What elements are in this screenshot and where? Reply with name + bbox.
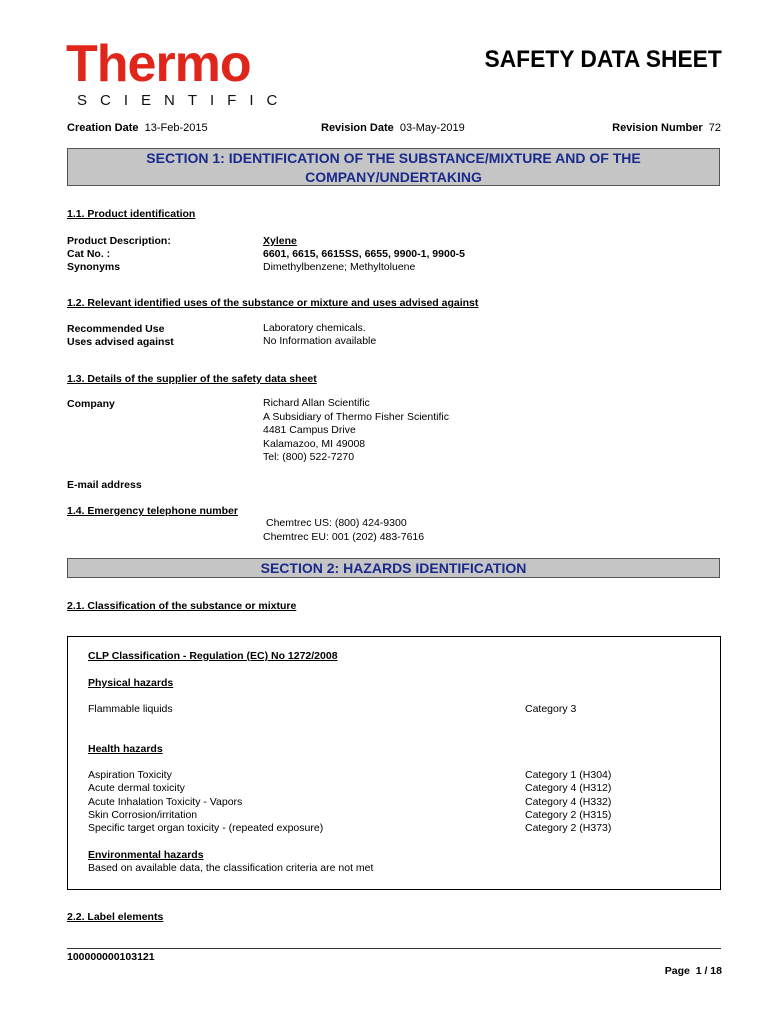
- email-label: E-mail address: [67, 479, 142, 491]
- hazard-name: Aspiration Toxicity: [88, 769, 172, 781]
- company-line: A Subsidiary of Thermo Fisher Scientific: [263, 410, 449, 423]
- hazard-category: Category 2 (H373): [525, 822, 612, 834]
- company-line: 4481 Campus Drive: [263, 424, 356, 436]
- synonyms-label: Synonyms: [67, 261, 121, 273]
- page-number: Page 1 / 18: [664, 965, 722, 977]
- s13-heading: 1.3. Details of the supplier of the safety data sheet: [67, 373, 317, 385]
- hazard-row: [88, 796, 628, 808]
- company-line: Kalamazoo, MI 49008: [263, 437, 366, 450]
- recommended-use-label: Recommended Use: [67, 323, 165, 335]
- hazard-category: Category 1 (H304): [525, 769, 612, 781]
- hazard-row: [88, 822, 628, 834]
- recommended-use-value: Laboratory chemicals.: [263, 322, 366, 334]
- clp-heading: CLP Classification - Regulation (EC) No 1272/2008: [88, 650, 338, 662]
- hazard-row: [88, 809, 628, 821]
- hazard-name: Skin Corrosion/irritation: [88, 809, 198, 821]
- uses-advised-label: Uses advised against: [67, 336, 174, 348]
- synonyms-value: Dimethylbenzene; Methyltoluene: [263, 261, 416, 273]
- s11-heading: 1.1. Product identification: [67, 208, 196, 220]
- company-line: Tel: (800) 522-7270: [263, 451, 355, 463]
- product-description-label: Product Description:: [67, 235, 171, 247]
- company-address: [263, 397, 449, 465]
- footer-doc-id: 100000000103121: [67, 951, 155, 963]
- health-hazards-heading: Health hazards: [88, 743, 163, 755]
- cat-no-label: Cat No. :: [67, 248, 111, 260]
- hazard-category: Category 4 (H332): [525, 796, 612, 808]
- emergency-us: Chemtrec US: (800) 424-9300: [266, 517, 407, 529]
- scientific-logo-text: SCIENTIFIC: [77, 92, 291, 109]
- company-line: Richard Allan Scientific: [263, 397, 370, 409]
- physical-hazards-heading: Physical hazards: [88, 677, 174, 689]
- uses-advised-value: No Information available: [263, 335, 377, 347]
- hazard-row: [88, 782, 628, 794]
- hazard-row: [88, 769, 628, 781]
- hazard-name: Acute dermal toxicity: [88, 782, 185, 794]
- s21-heading: 2.1. Classification of the substance or mixture: [67, 600, 297, 612]
- s22-heading: 2.2. Label elements: [67, 911, 164, 923]
- company-label: Company: [67, 398, 115, 410]
- hazard-name: Acute Inhalation Toxicity - Vapors: [88, 796, 243, 808]
- document-title: SAFETY DATA SHEET: [484, 46, 722, 73]
- revision-date: Revision Date 03-May-2019: [321, 122, 465, 134]
- creation-date: Creation Date 13-Feb-2015: [67, 122, 208, 134]
- environmental-hazards-heading: Environmental hazards: [88, 849, 204, 861]
- revision-number: Revision Number 72: [612, 122, 721, 134]
- section2-title: SECTION 2: HAZARDS IDENTIFICATION: [67, 558, 720, 578]
- section1-title: SECTION 1: IDENTIFICATION OF THE SUBSTANCE/MIXTURE AND OF THE COMPANY/UNDERTAKING: [67, 148, 720, 186]
- hazard-category: Category 3: [525, 703, 577, 715]
- hazard-row: [88, 703, 628, 715]
- emergency-eu: Chemtrec EU: 001 (202) 483-7616: [263, 531, 425, 543]
- hazard-category: Category 2 (H315): [525, 809, 612, 821]
- s12-heading: 1.2. Relevant identified uses of the substance or mixture and uses advised against: [67, 297, 479, 309]
- product-description-value: Xylene: [263, 235, 297, 247]
- thermo-logo: Thermo: [66, 35, 251, 93]
- cat-no-value: 6601, 6615, 6615SS, 6655, 9900-1, 9900-5: [263, 248, 466, 260]
- hazard-name: Specific target organ toxicity - (repeated exposure): [88, 822, 324, 834]
- environmental-hazards-text: Based on available data, the classification criteria are not met: [88, 862, 374, 874]
- hazard-name: Flammable liquids: [88, 703, 173, 715]
- hazard-category: Category 4 (H312): [525, 782, 612, 794]
- footer-divider: [67, 948, 721, 949]
- s14-heading: 1.4. Emergency telephone number: [67, 505, 238, 517]
